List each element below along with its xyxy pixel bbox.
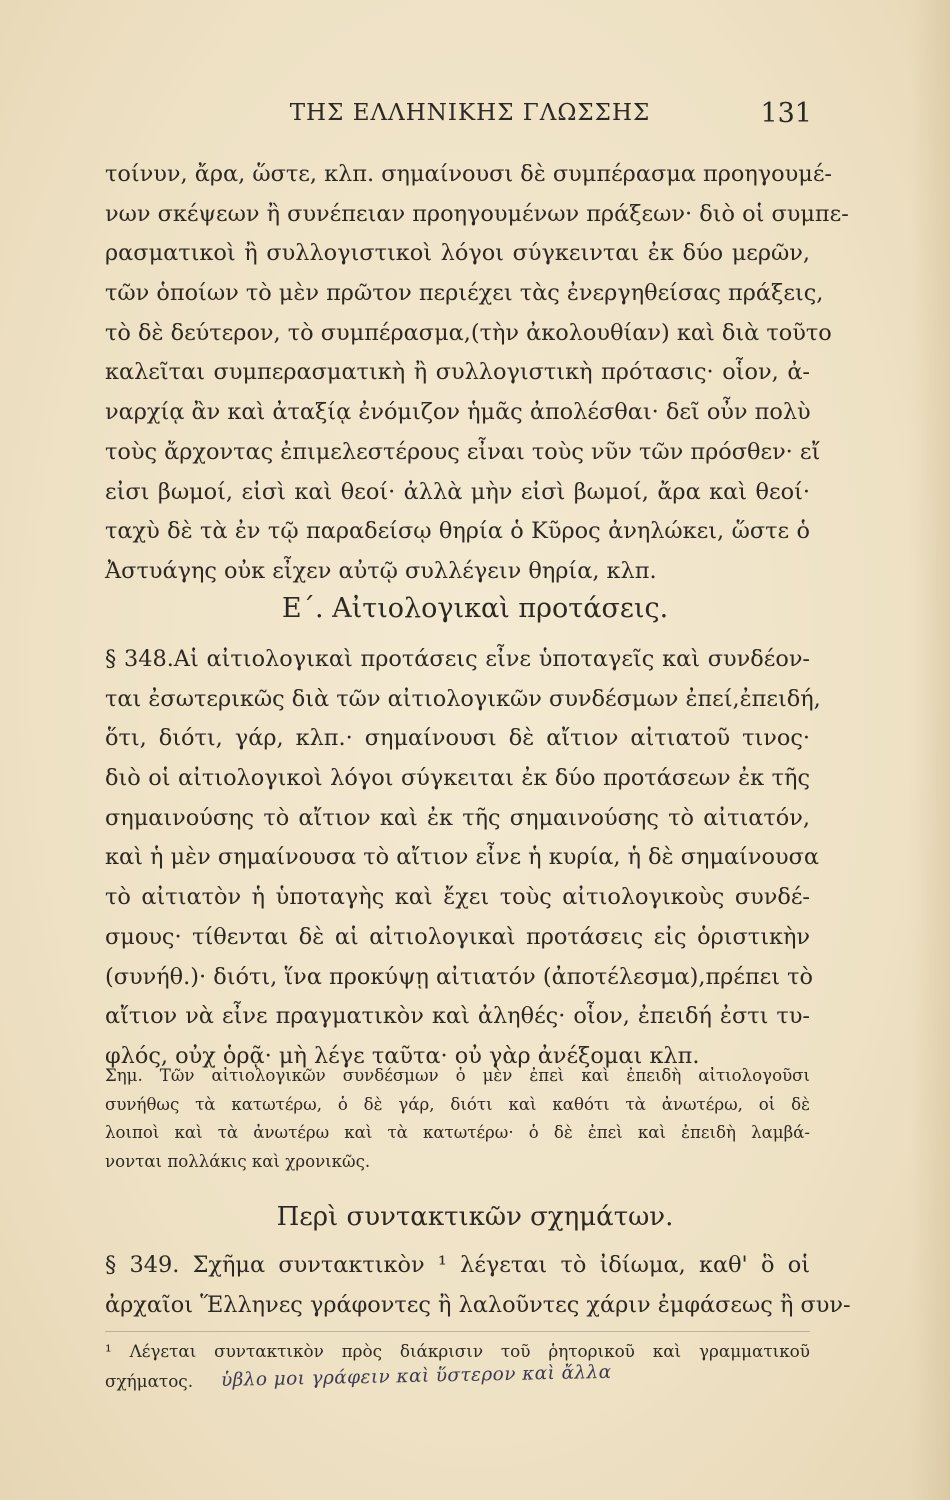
note-line: συνήθως τὰ κατωτέρω, ὁ δὲ γάρ, διότι καὶ καθότι τὰ ἀνωτέρω, οἱ δὲ xyxy=(105,1094,810,1114)
page-number: 131 xyxy=(760,98,812,129)
footnote-divider xyxy=(105,1331,810,1332)
text-line: καὶ ἡ μὲν σημαίνουσα τὸ αἴτιον εἶνε ἡ κυρία, ἡ δὲ σημαίνουσα xyxy=(105,844,820,871)
footnote-line-two xyxy=(105,1361,810,1396)
text-line: διὸ οἱ αἰτιολογικοὶ λόγοι σύγκειται ἐκ δύο προτάσεων ἐκ τῆς xyxy=(105,765,810,792)
text-line: § 349. Σχῆμα συντακτικὸν ¹ λέγεται τὸ ἰδίωμα, καθ' ὃ οἱ xyxy=(105,1252,810,1278)
text-line: σημαινούσης τὸ αἴτιον καὶ ἐκ τῆς σημαινούσης τὸ αἰτιατόν, xyxy=(105,804,810,831)
footnote xyxy=(105,1336,810,1396)
footnote-line-text: σχήματος. xyxy=(105,1371,194,1391)
text-line: τοὺς ἄρχοντας ἐπιμελεστέρους εἶναι τοὺς νῦν τῶν πρόσθεν· εἴ xyxy=(105,438,821,465)
text-line: ρασματικοὶ ἢ συλλογιστικοὶ λόγοι σύγκεινται ἐκ δύο μερῶν, xyxy=(105,240,810,267)
note-line: λοιποὶ καὶ τὰ ἀνωτέρω καὶ τὰ κατωτέρω· ὁ δὲ ἐπεὶ καὶ ἐπειδὴ λαμβά- xyxy=(105,1123,810,1142)
text-line: τοίνυν, ἄρα, ὥστε, κλπ. σημαίνουσι δὲ συμπέρασμα προηγουμέ- xyxy=(105,161,832,187)
text-line: φλός, οὐχ ὁρᾷ· μὴ λέγε ταῦτα· οὐ γὰρ ἀνέξομαι κλπ. xyxy=(105,1042,700,1069)
handwritten-annotation: ὑβλο μοι γράφειν καὶ ὕστερον καὶ ἄλλα xyxy=(220,1361,612,1391)
text-line: εἰσι βωμοί, εἰσὶ καὶ θεοί· ἀλλὰ μὴν εἰσὶ βωμοί, ἄρα καὶ θεοί· xyxy=(105,478,810,505)
text-line: σμους· τίθενται δὲ αἱ αἰτιολογικαὶ προτάσεις εἰς ὁριστικὴν xyxy=(105,923,810,950)
text-line: § 348.Αἱ αἰτιολογικαὶ προτάσεις εἶνε ὑποταγεῖς καὶ συνδέον- xyxy=(105,646,810,672)
text-line: τὸ δὲ δεύτερον, τὸ συμπέρασμα,(τὴν ἀκολουθίαν) καὶ διὰ τοῦτο xyxy=(105,319,832,346)
text-line: (συνήθ.)· διότι, ἵνα προκύψῃ αἰτιατόν (ἀποτέλεσμα),πρέπει τὸ xyxy=(105,963,814,990)
paragraph-348 xyxy=(105,640,821,1077)
running-title: ΤΗΣ ΕΛΛΗΝΙΚΗΣ ΓΛΩΣΣΗΣ xyxy=(289,100,651,126)
text-line: τὸ αἰτιατὸν ἡ ὑποταγὴς καὶ ἔχει τοὺς αἰτιολογικοὺς συνδέ- xyxy=(105,884,810,911)
text-line: ναρχίᾳ ἂν καὶ ἀταξίᾳ ἐνόμιζον ἡμᾶς ἀπολέσθαι· δεῖ οὖν πολὺ xyxy=(105,399,811,426)
footnote-line: ¹ Λέγεται συντακτικὸν πρὸς διάκρισιν τοῦ ῥητορικοῦ καὶ γραμματικοῦ xyxy=(105,1341,810,1361)
note-line: Σημ. Τῶν αἰτιολογικῶν συνδέσμων ὁ μὲν ἐπεὶ καὶ ἐπειδὴ αἰτιολογοῦσι xyxy=(105,1066,810,1085)
text-line: Ἀστυάγης οὐκ εἶχεν αὐτῷ συλλέγειν θηρία, κλπ. xyxy=(105,557,657,584)
text-line: ὅτι, διότι, γάρ, κλπ.· σημαίνουσι δὲ αἴτιον αἰτιατοῦ τινος· xyxy=(105,725,810,752)
note-line: νονται πολλάκις καὶ χρονικῶς. xyxy=(105,1151,371,1171)
text-line: νων σκέψεων ἢ συνέπειαν προηγουμένων πράξεων· διὸ οἱ συμπε- xyxy=(105,200,849,227)
paragraph-one xyxy=(105,155,849,592)
text-line: ἀρχαῖοι Ἕλληνες γράφοντες ἢ λαλοῦντες χάριν ἐμφάσεως ἢ συν- xyxy=(105,1291,851,1318)
text-line: καλεῖται συμπερασματικὴ ἢ συλλογιστικὴ πρότασις· οἷον, ἀ- xyxy=(105,359,810,386)
note-block xyxy=(105,1062,810,1176)
paragraph-349 xyxy=(105,1246,851,1325)
section-heading-syntax-figures: Περὶ συντακτικῶν σχημάτων. xyxy=(276,1202,674,1232)
text-line: ται ἐσωτερικῶς διὰ τῶν αἰτιολογικῶν συνδέσμων ἐπεί,ἐπειδή, xyxy=(105,685,821,712)
page-edge-shading xyxy=(910,0,950,1500)
text-line: αἴτιον νὰ εἶνε πραγματικὸν καὶ ἀληθές· οἷον, ἐπειδή ἐστι τυ- xyxy=(105,1003,810,1030)
running-head xyxy=(0,96,950,136)
text-line: ταχὺ δὲ τὰ ἐν τῷ παραδείσῳ θηρία ὁ Κῦρος ἀνηλώκει, ὥστε ὁ xyxy=(105,518,810,545)
section-heading-e: Ε΄. Αἰτιολογικαὶ προτάσεις. xyxy=(281,593,669,624)
text-line: τῶν ὁποίων τὸ μὲν πρῶτον περιέχει τὰς ἐνεργηθείσας πράξεις, xyxy=(105,280,824,307)
